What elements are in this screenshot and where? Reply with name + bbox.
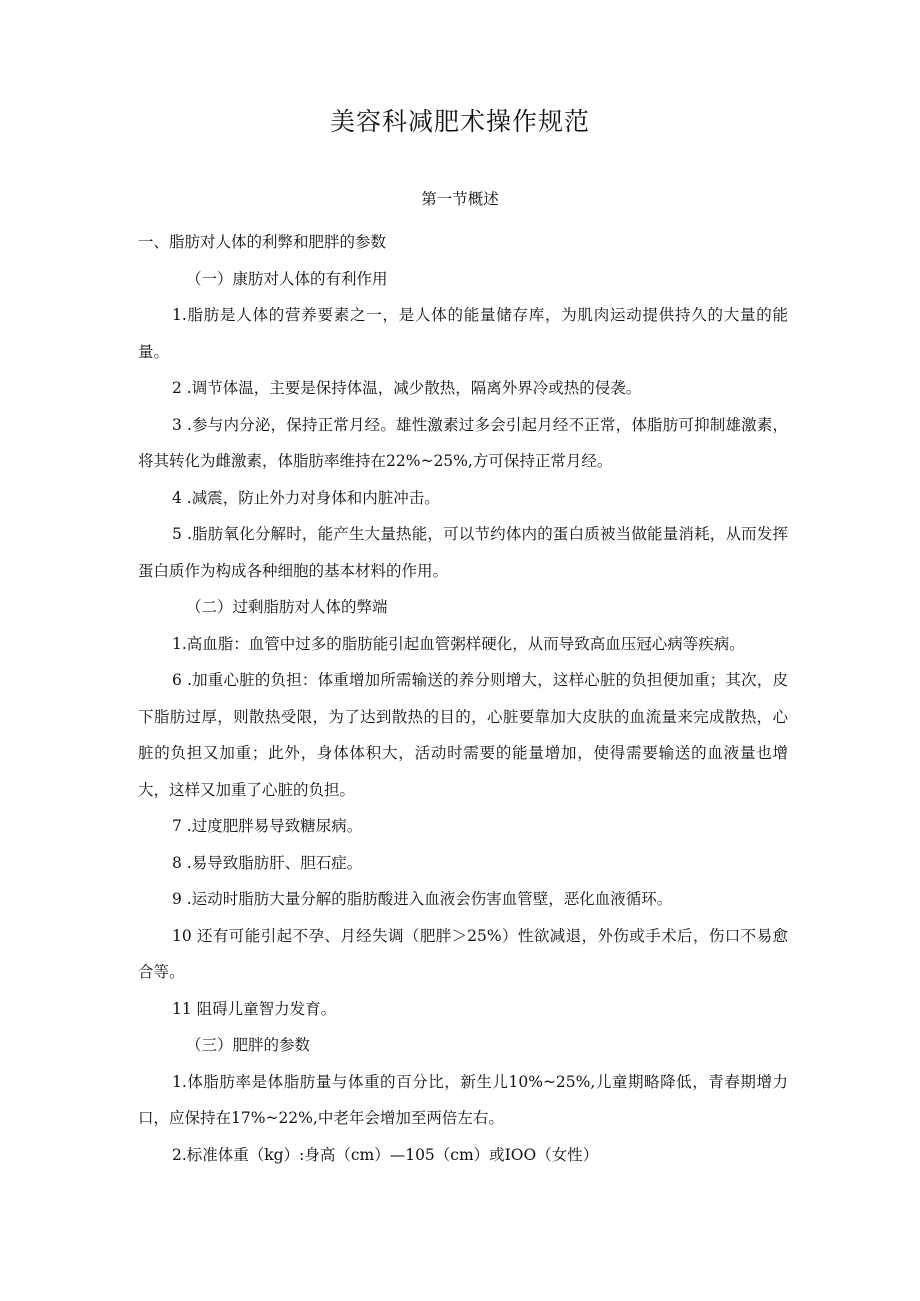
paragraph-benefit-1: 1.脂肪是人体的营养要素之一，是人体的能量储存库，为肌肉运动提供持久的大量的能量。 [138, 306, 788, 361]
paragraph-harm-11: 11 阻碍儿童智力发育。 [172, 999, 337, 1018]
paragraph-harm-1: 1.高血脂：血管中过多的脂肪能引起血管粥样硬化，从而导致高血压冠心病等疾病。 [172, 634, 745, 653]
paragraph-benefit-3: 3 .参与内分泌，保持正常月经。雄性激素过多会引起月经不正常，体脂肪可抑制雄激素，将其转化为雌激素，体脂肪率维持在22%~25%,方可保持正常月经。 [138, 415, 788, 470]
subheading-harms: （二）过剩脂肪对人体的弊端 [186, 598, 388, 616]
paragraph-parameter-2: 2.标准体重（kg）:身高（cm）—105（cm）或IOO（女性） [172, 1145, 599, 1164]
paragraph-benefit-5: 5 .脂肪氧化分解时，能产生大量热能，可以节约体内的蛋白质被当做能量消耗，从而发挥蛋白质作为构成各种细胞的基本材料的作用。 [138, 525, 788, 580]
paragraph-harm-8: 8 .易导致脂肪肝、胆石症。 [172, 853, 363, 872]
subheading-benefits: （一）康肪对人体的有利作用 [186, 269, 388, 288]
paragraph-harm-10: 10 还有可能引起不孕、月经失调（肥胖＞25%）性欲减退，外伤或手术后，伤口不易愈合等。 [138, 926, 788, 981]
paragraph-parameter-1: 1.体脂肪率是体脂肪量与体重的百分比，新生儿10%~25%,儿童期略降低，青春期增力口，应保持在17%~22%,中老年会增加至两倍左右。 [138, 1072, 788, 1127]
paragraph-harm-6: 6 .加重心脏的负担：体重增加所需输送的养分则增大，这样心脏的负担便加重；其次，皮下脂肪过厚，则散热受限，为了达到散热的目的，心脏要靠加大皮肤的血流量来完成散热，心脏的负担又加重；此外，身体体积大，活动时需要的能量增加，使得需要输送的血液量也增大，这样又加重了心脏的负担。 [138, 671, 788, 799]
document-title: 美容科减肥术操作规范 [329, 107, 590, 136]
paragraph-harm-7: 7 .过度肥胖易导致糖尿病。 [172, 817, 363, 835]
paragraph-benefit-4: 4 .减震，防止外力对身体和内脏冲击。 [172, 488, 440, 507]
heading-benefits-and-parameters: 一、脂肪对人体的利弊和肥胖的参数 [138, 233, 387, 251]
paragraph-harm-9: 9 .运动时脂肪大量分解的脂肪酸进入血液会伤害血管壁，恶化血液循环。 [172, 890, 673, 908]
paragraph-benefit-2: 2 .调节体温，主要是保持体温，减少散热，隔离外界冷或热的侵袭。 [172, 379, 642, 397]
subheading-parameters: （三）肥胖的参数 [186, 1036, 311, 1054]
section-title: 第一节概述 [421, 190, 499, 208]
document-body [138, 224, 788, 1173]
